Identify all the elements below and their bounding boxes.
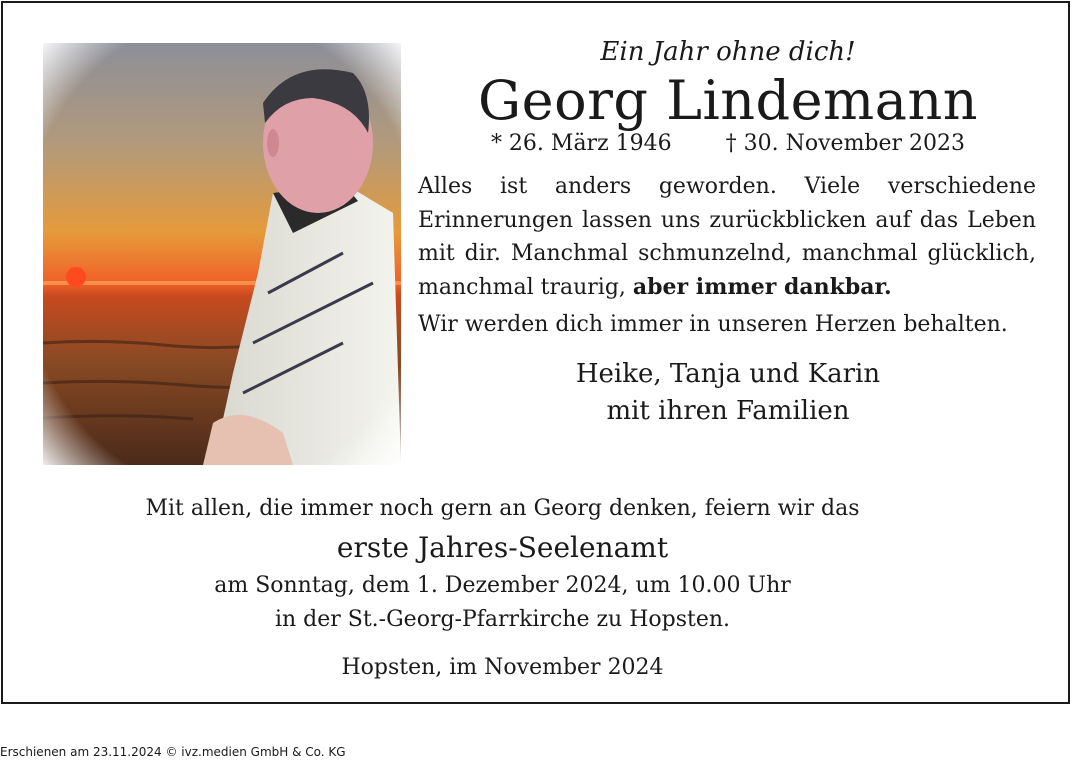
signature-line-1: Heike, Tanja und Karin xyxy=(575,359,881,389)
motto: Ein Jahr ohne dich! xyxy=(600,37,856,67)
portrait-photo-icon xyxy=(43,43,401,465)
memorial-text xyxy=(418,170,1036,304)
life-dates xyxy=(418,131,1038,156)
mass-time: am Sonntag, dem 1. Dezember 2024, um 10.00 Uhr xyxy=(214,573,791,598)
mass-intro: Mit allen, die immer noch gern an Georg denken, feiern wir das xyxy=(145,496,860,521)
birth-date: * 26. März 1946 xyxy=(490,131,672,156)
notice-text-column xyxy=(418,33,1036,430)
deceased-name: Georg Lindemann xyxy=(477,69,979,132)
memorial-text-bold: aber immer dankbar. xyxy=(632,273,892,300)
death-date: † 30. November 2023 xyxy=(725,131,966,156)
publication-footer: Erschienen am 23.11.2024 © ivz.medien GmbH & Co. KG xyxy=(0,745,346,759)
signature xyxy=(418,356,1038,430)
place-and-date: Hopsten, im November 2024 xyxy=(341,655,664,680)
memorial-text-second: Wir werden dich immer in unseren Herzen behalten. xyxy=(418,312,1008,337)
memorial-text-main: Alles ist anders geworden. Viele verschiedene Erinnerungen lassen uns zurückblicken auf das Leben mit dir. Manchmal schmunzelnd, manchmal glücklich, manchmal traurig, xyxy=(418,174,1036,300)
obituary-frame xyxy=(1,1,1070,704)
mass-title: erste Jahres-Seelenamt xyxy=(336,531,669,564)
portrait-photo xyxy=(43,43,401,465)
signature-line-2: mit ihren Familien xyxy=(606,396,850,426)
mass-location: in der St.-Georg-Pfarrkirche zu Hopsten. xyxy=(274,607,731,632)
